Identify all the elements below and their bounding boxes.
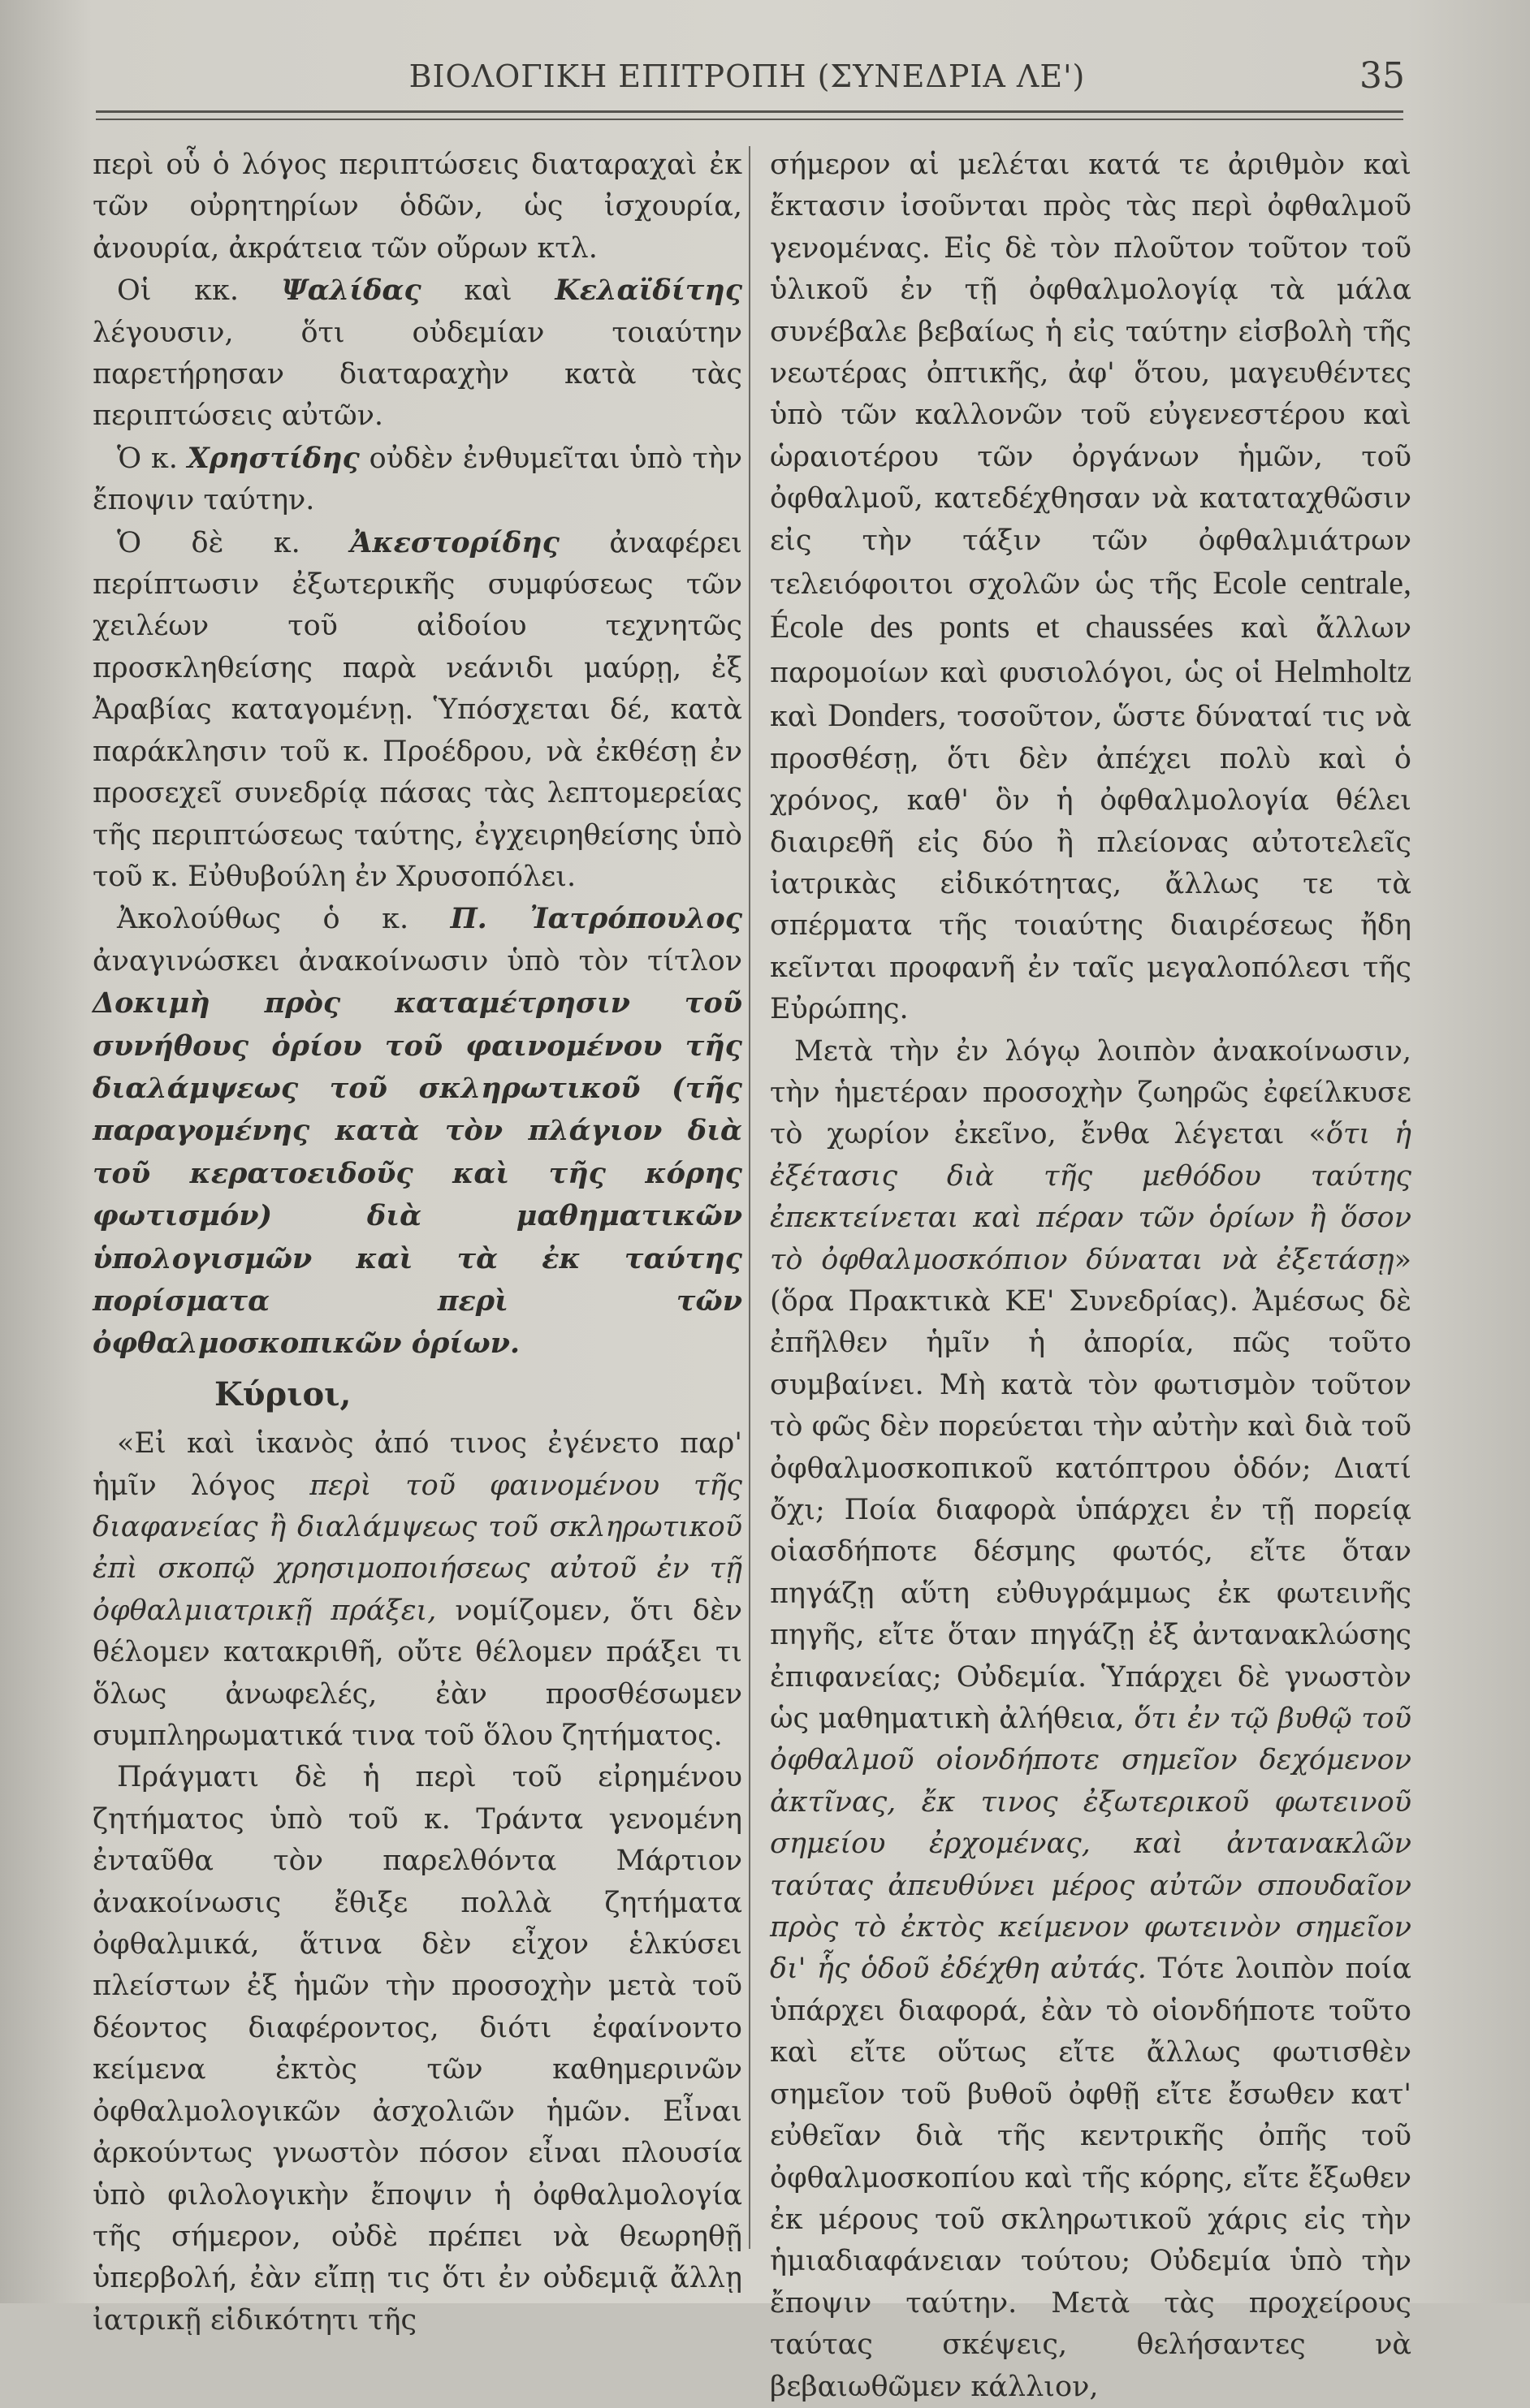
paragraph [93, 898, 742, 1365]
paragraph-text: , τοσοῦτον, ὥστε δύναταί τις νὰ προσθέσῃ, ὅτι δὲν ἀπέχει πολὺ καὶ ὁ χρόνος, καθ' ὃν ἡ ὀφθαλμολογία θέλει διαιρεθῆ εἰς δύο ἢ πλείονας αὐτοτελεῖς ἰατρικὰς εἰδικότητας, ἄλλως τε τὰ σπέρματα τῆς τοιαύτης διαιρέσεως ἤδη κεῖνται προφανῆ ἐν ταῖς μεγαλοπόλεσι τῆς Εὐρώπης. [770, 701, 1411, 1026]
speaker-name: Κελαϊδίτης [555, 274, 743, 308]
paragraph-text: «Εἰ καὶ ἱκανὸς ἀπό τινος ἐγένετο παρ' ἡμῖν λόγος [93, 1427, 742, 1502]
left-column [93, 145, 742, 2341]
speaker-name: Π. Ἰατρόπουλος [450, 902, 743, 936]
paragraph-text: ἀναγινώσκει ἀνακοίνωσιν ὑπὸ τὸν τίτλον [93, 944, 742, 977]
paragraph-text: » (ὅρα Πρακτικὰ ΚΕ' Συνεδρίας). Ἀμέσως δὲ ἐπῆλθεν ἡμῖν ἡ ἀπορία, πῶς τοῦτο συμβαίνει. Μὴ κατὰ τὸν φωτισμὸν τοῦτον τὸ φῶς δὲν πορεύεται τὴν αὐτὴν καὶ διὰ τοῦ ὀφθαλμοσκοπικοῦ κατόπτρου ὁδόν; Διατί ὄχι; Ποία διαφορὰ ὑπάρχει ἐν τῇ πορείᾳ οἱασδήποτε δέσμης φωτός, εἴτε ὅταν πηγάζῃ αὕτη εὐθυγράμμως ἐκ φωτεινῆς πηγῆς, εἴτε ὅταν πηγάζῃ ἐξ ἀντανακλώσης ἐπιφανείας; Οὐδεμία. Ὑπάρχει δὲ γνωστὸν ὡς μαθηματικὴ ἀλήθεια, [770, 1243, 1411, 1736]
paragraph-text: Ὁ κ. [117, 442, 188, 475]
paragraph-text: σήμερον αἱ μελέται κατά τε ἀριθμὸν καὶ ἔκτασιν ἰσοῦνται πρὸς τὰς περὶ ὀφθαλμοῦ γενομένας. Εἰς δὲ τὸν πλοῦτον τοῦτον τοῦ ὑλικοῦ ἐν τῇ ὀφθαλμολογίᾳ τὰ μάλα συνέβαλε βεβαίως ἡ εἰς ταύτην εἰσβολὴ τῆς νεωτέρας ὀπτικῆς, ἀφ' ὅτου, μαγευθέντες ὑπὸ τῶν καλλονῶν τοῦ εὐγενεστέρου καὶ ὡραιοτέρου τῶν ὀργάνων ἡμῶν, τοῦ ὀφθαλμοῦ, κατεδέχθησαν νὰ καταταχθῶσιν εἰς τὴν τάξιν τῶν ὀφθαλμιάτρων τελειόφοιτοι σχολῶν ὡς τῆς [770, 149, 1411, 602]
right-column [770, 145, 1411, 2408]
page-header [89, 50, 1405, 99]
salutation-heading: Κύριοι, [214, 1374, 352, 1413]
paragraph-text: νομίζομεν, ὅτι δὲν θέλομεν κατακριθῆ, οὔτε θέλομεν πράξει τι ὅλως ἀνωφελές, ἐὰν προσθέσωμεν συμπληρωματικά τινα τοῦ ὅλου ζητήματος. [93, 1594, 743, 1753]
speaker-name: Ψαλίδας [281, 274, 421, 308]
paragraph-text: Πράγματι δὲ ἡ περὶ τοῦ εἰρημένου ζητήματος ὑπὸ τοῦ κ. Τράντα γενομένη ἐνταῦθα τὸν παρελθόντα Μάρτιον ἀνακοίνωσις ἔθιξε πολλὰ ζητήματα ὀφθαλμικά, ἅτινα δὲν εἶχον ἑλκύσει πλείστων ἐξ ἡμῶν τὴν προσοχὴν μετὰ τοῦ δέοντος διαφέροντος, διότι ἐφαίνοντο κείμενα ἐκτὸς τῶν καθημερινῶν ὀφθαλμολογικῶν ἀσχολιῶν ἡμῶν. Εἶναι ἀρκούντως γνωστὸν πόσον εἶναι πλουσία ὑπὸ φιλολογικὴν ἔποψιν ἡ ὀφθαλμολογία τῆς σήμερον, οὐδὲ πρέπει νὰ θεωρηθῇ ὑπερβολή, ἐὰν εἴπῃ τις ὅτι ἐν οὐδεμιᾷ ἄλλῃ ἰατρικῇ εἰδικότητι τῆς [93, 1761, 742, 2337]
paragraph [93, 1757, 742, 2341]
speaker-name: Ἀκεστορίδης [350, 525, 560, 559]
paragraph [93, 270, 742, 438]
speaker-name: Χρηστίδης [187, 441, 360, 475]
paragraph [770, 1031, 1411, 2408]
paragraph [93, 145, 742, 270]
paragraph [93, 522, 742, 899]
paragraph-text: Ἀκολούθως ὁ κ. [117, 903, 451, 936]
column-separator [749, 146, 750, 2249]
paragraph [770, 145, 1411, 1031]
paragraph-text: ἀναφέρει περίπτωσιν ἐξωτερικῆς συμφύσεως τῶν χειλέων τοῦ αἰδοίου τεχνητῶς προσκληθείσης παρὰ νεάνιδι μαύρῃ, ἐξ Ἀραβίας καταγομένῃ. Ὑπόσχεται δέ, κατὰ παράκλησιν τοῦ κ. Προέδρου, νὰ ἐκθέσῃ ἐν προσεχεῖ συνεδρίᾳ πάσας τὰς λεπτομερείας τῆς περιπτώσεως ταύτης, ἐγχειρηθείσης ὑπὸ τοῦ κ. Εὐθυβούλη ἐν Χρυσοπόλει. [93, 526, 742, 893]
paragraph-text: Μετὰ τὴν ἐν λόγῳ λοιπὸν ἀνακοίνωσιν, τὴν ἡμετέραν προσοχὴν ζωηρῶς ἐφείλκυσε τὸ χωρίον ἐκεῖνο, ἔνθα λέγεται « [770, 1034, 1411, 1151]
paragraph-text: οὐδὲν ἐνθυμεῖται ὑπὸ τὴν ἔποψιν ταύτην. [93, 442, 742, 517]
paragraph [93, 438, 742, 522]
paragraph-text: καὶ ἄλλων παρομοίων καὶ φυσιολόγοι, ὡς οἱ [770, 612, 1411, 689]
italic-text: ὅτι ἐν τῷ βυθῷ τοῦ ὀφθαλμοῦ οἱονδήποτε σημεῖον δεχόμενον ἀκτῖνας, ἔκ τινος ἐξωτερικοῦ φωτεινοῦ σημείου ἐρχομένας, καὶ ἀντανακλῶν ταύτας ἀπευθύνει μέρος αὐτῶν σπουδαῖον πρὸς τὸ ἐκτὸς κείμενον φωτεινὸν σημεῖον δι' ἧς ὁδοῦ ἐδέχθη αὐτάς. [770, 1702, 1411, 1986]
italic-text: ὅτι ἡ ἐξέτασις διὰ τῆς μεθόδου ταύτης ἐπεκτείνεται καὶ πέραν τῶν ὁρίων ἢ ὅσον τὸ ὀφθαλμοσκόπιον δύναται νὰ ἐξετάσῃ [770, 1118, 1411, 1276]
latin-text: Donders [828, 697, 938, 734]
paragraph-text: Τότε λοιπὸν ποία ὑπάρχει διαφορά, ἐὰν τὸ οἱονδήποτε τοῦτο καὶ εἴτε οὕτως εἴτε ἄλλως φωτισθὲν σημεῖον τοῦ βυθοῦ ὀφθῇ εἴτε ἔσωθεν κατ' εὐθεῖαν διὰ τῆς κεντρικῆς ὀπῆς τοῦ ὀφθαλμοσκοπίου καὶ τῆς κόρης, εἴτε ἔξωθεν ἐκ μέρους τοῦ σκληρωτικοῦ χάρις εἰς τὴν ἡμιαδιαφάνειαν τούτου; Οὐδεμία ὑπὸ τὴν ἔποψιν ταύτην. Μετὰ τὰς προχείρους ταύτας σκέψεις, θελήσαντες νὰ βεβαιωθῶμεν κάλλιον, [770, 1953, 1411, 2403]
latin-text: Helmholtz [1274, 652, 1411, 689]
header-rule-top [96, 110, 1403, 113]
page-number: 35 [1359, 55, 1405, 97]
paragraph-text: λέγουσιν, ὅτι οὐδεμίαν τοιαύτην παρετήρησαν διαταραχὴν κατὰ τὰς περιπτώσεις αὐτῶν. [93, 316, 742, 433]
communication-title: Δοκιμὴ πρὸς καταμέτρησιν τοῦ συνήθους ὁρίου τοῦ φαινομένου τῆς διαλάμψεως τοῦ σκληρωτικοῦ (τῆς παραγομένης κατὰ τὸν πλάγιον διὰ τοῦ κερατοειδοῦς καὶ τῆς κόρης φωτισμόν) διὰ μαθηματικῶν ὑπολογισμῶν καὶ τὰ ἐκ ταύτης πορίσματα περὶ τῶν ὀφθαλμοσκοπικῶν ὁρίων. [93, 986, 742, 1361]
paragraph-text: περὶ οὗ ὁ λόγος περιπτώσεις διαταραχαὶ ἐκ τῶν οὐρητηρίων ὁδῶν, ὡς ἰσχουρία, ἀνουρία, ἀκράτεια τῶν οὔρων κτλ. [93, 149, 742, 265]
paragraph-text: καὶ [421, 274, 555, 308]
latin-text: Ecole centrale, École des ponts et chaussées [770, 564, 1411, 645]
paragraph-text: Ὁ δὲ κ. [117, 526, 351, 559]
italic-text: περὶ τοῦ φαινομένου τῆς διαφανείας ἢ διαλάμψεως τοῦ σκληρωτικοῦ ἐπὶ σκοπῷ χρησιμοποιήσεως αὐτοῦ ἐν τῇ ὀφθαλμιατρικῇ πράξει, [93, 1469, 742, 1627]
header-rule-bottom [96, 119, 1403, 120]
paragraph [93, 1423, 742, 1757]
paragraph-text: καὶ [770, 701, 828, 734]
paragraph-text: Οἱ κκ. [117, 274, 282, 308]
running-head: ΒΙΟΛΟΓΙΚΗ ΕΠΙΤΡΟΠΗ (ΣΥΝΕΔΡΙΑ ΛΕ') [408, 58, 1086, 94]
